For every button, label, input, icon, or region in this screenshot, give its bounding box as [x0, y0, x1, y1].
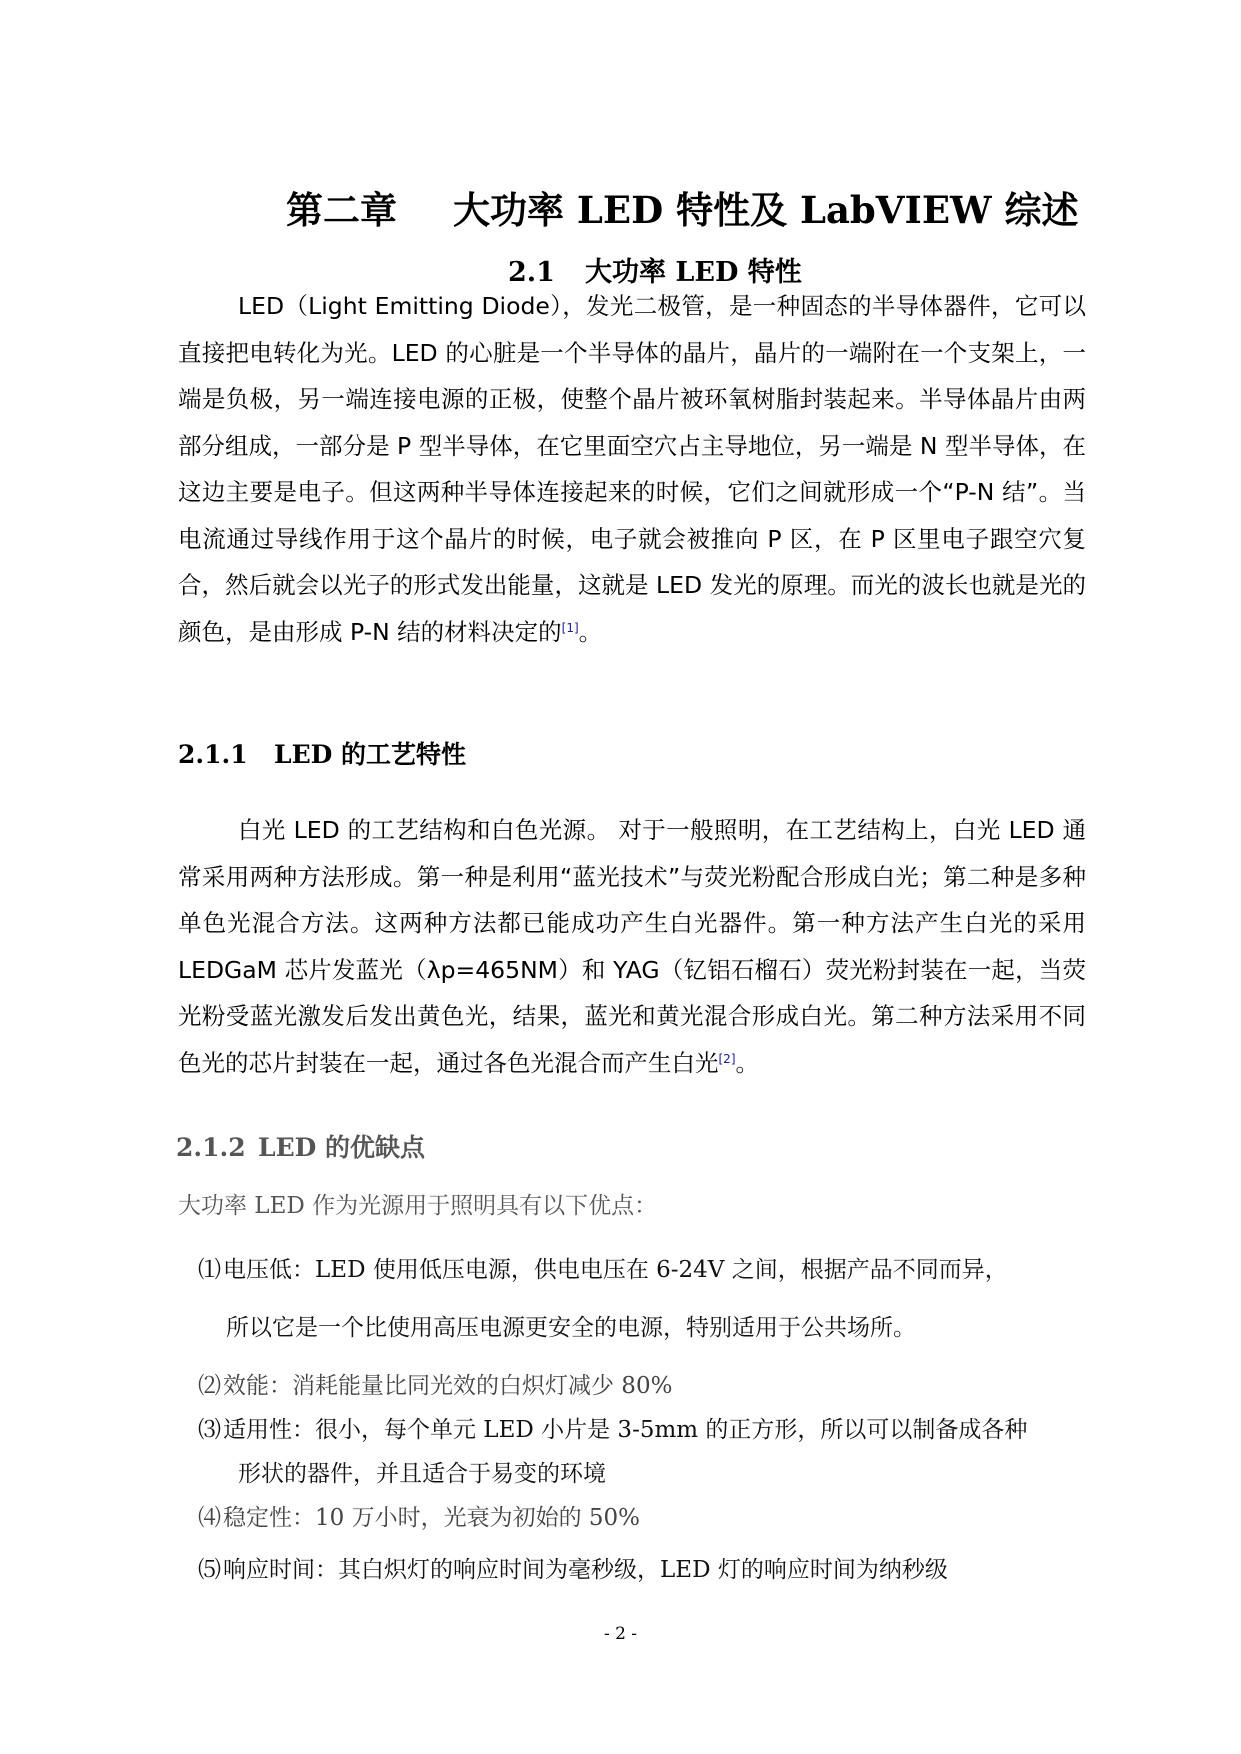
subsection-title-text: LED 的工艺特性	[274, 740, 467, 769]
list-item	[198, 1500, 640, 1536]
list-item-continuation: 所以它是一个比使用高压电源更安全的电源，特别适用于公共场所。	[226, 1315, 916, 1341]
page-number: - 2 -	[603, 1624, 638, 1644]
list-item-text: 电压低：LED 使用低压电源，供电电压在 6-24V 之间，根据产品不同而异，	[223, 1257, 1008, 1283]
advantages-intro: 大功率 LED 作为光源用于照明具有以下优点：	[178, 1193, 658, 1219]
paragraph-text: 白光 LED 的工艺结构和白色光源。 对于一般照明，在工艺结构上，白光 LED 通常采用两种方法形成。第一种是利用“蓝光技术”与荧光粉配合形成白光；第二种是多种单色光混合方法。这两种方法都已能成功产生白光器件。第一种方法产生白光的采用 LEDGaM 芯片发蓝光（λp=465NM）和 YAG（钇铝石榴石）荧光粉封装在一起，当荧光粉受蓝光激发后发出黄色光，结果，蓝光和黄光混合形成白光。第二种方法采用不同色光的芯片封装在一起，通过各色光混合而产生白光	[178, 816, 1086, 1077]
paragraph-end: 。	[735, 1048, 759, 1077]
list-item-text: 效能：消耗能量比同光效的白炽灯减少 80%	[223, 1373, 673, 1399]
list-item-text: 稳定性：10 万小时，光衰为初始的 50%	[223, 1505, 641, 1531]
paragraph-text: LED（Light Emitting Diode），发光二极管，是一种固态的半导体器件，它可以直接把电转化为光。LED 的心脏是一个半导体的晶片，晶片的一端附在一个支架上，一端是负极，另一端连接电源的正极，使整个晶片被环氧树脂封装起来。半导体晶片由两部分组成，一部分是 P 型半导体，在它里面空穴占主导地位，另一端是 N 型半导体，在这边主要是电子。但这两种半导体连接起来的时候，它们之间就形成一个“P-N 结”。当电流通过导线作用于这个晶片的时候，电子就会被推向 P 区，在 P 区里电子跟空穴复合，然后就会以光子的形式发出能量，这就是 LED 发光的原理。而光的波长也就是光的颜色，是由形成 P-N 结的材料决定的	[178, 292, 1086, 646]
chapter-title-text: 大功率 LED 特性及 LabVIEW 综述	[453, 188, 1079, 232]
citation-ref-2[interactable]: [2]	[718, 1051, 736, 1066]
list-item	[198, 1368, 672, 1404]
list-marker: ⑴	[198, 1257, 221, 1283]
section-title-text: 大功率 LED 特性	[584, 257, 802, 288]
paragraph-end: 。	[578, 617, 603, 646]
subsection-number: 2.1.1	[178, 740, 248, 769]
citation-ref-1[interactable]: [1]	[561, 620, 579, 635]
list-marker: ⑶	[198, 1417, 221, 1443]
section-number: 2.1	[508, 257, 555, 288]
list-item	[198, 1252, 1008, 1288]
list-item-text: 适用性：很小，每个单元 LED 小片是 3-5mm 的正方形，所以可以制备成各种	[223, 1417, 1028, 1443]
list-marker: ⑷	[198, 1505, 221, 1531]
list-marker: ⑵	[198, 1373, 221, 1399]
list-item-continuation: 形状的器件，并且适合于易变的环境	[238, 1461, 606, 1487]
subsection-number: 2.1.2	[176, 1133, 246, 1162]
list-item	[198, 1552, 948, 1588]
list-item	[198, 1412, 1027, 1448]
chapter-number: 第二章	[286, 188, 397, 232]
list-marker: ⑸	[198, 1557, 221, 1583]
subsection-title-text: LED 的优缺点	[258, 1133, 426, 1162]
list-item-text: 响应时间：其白炽灯的响应时间为毫秒级，LED 灯的响应时间为纳秒级	[223, 1557, 948, 1583]
